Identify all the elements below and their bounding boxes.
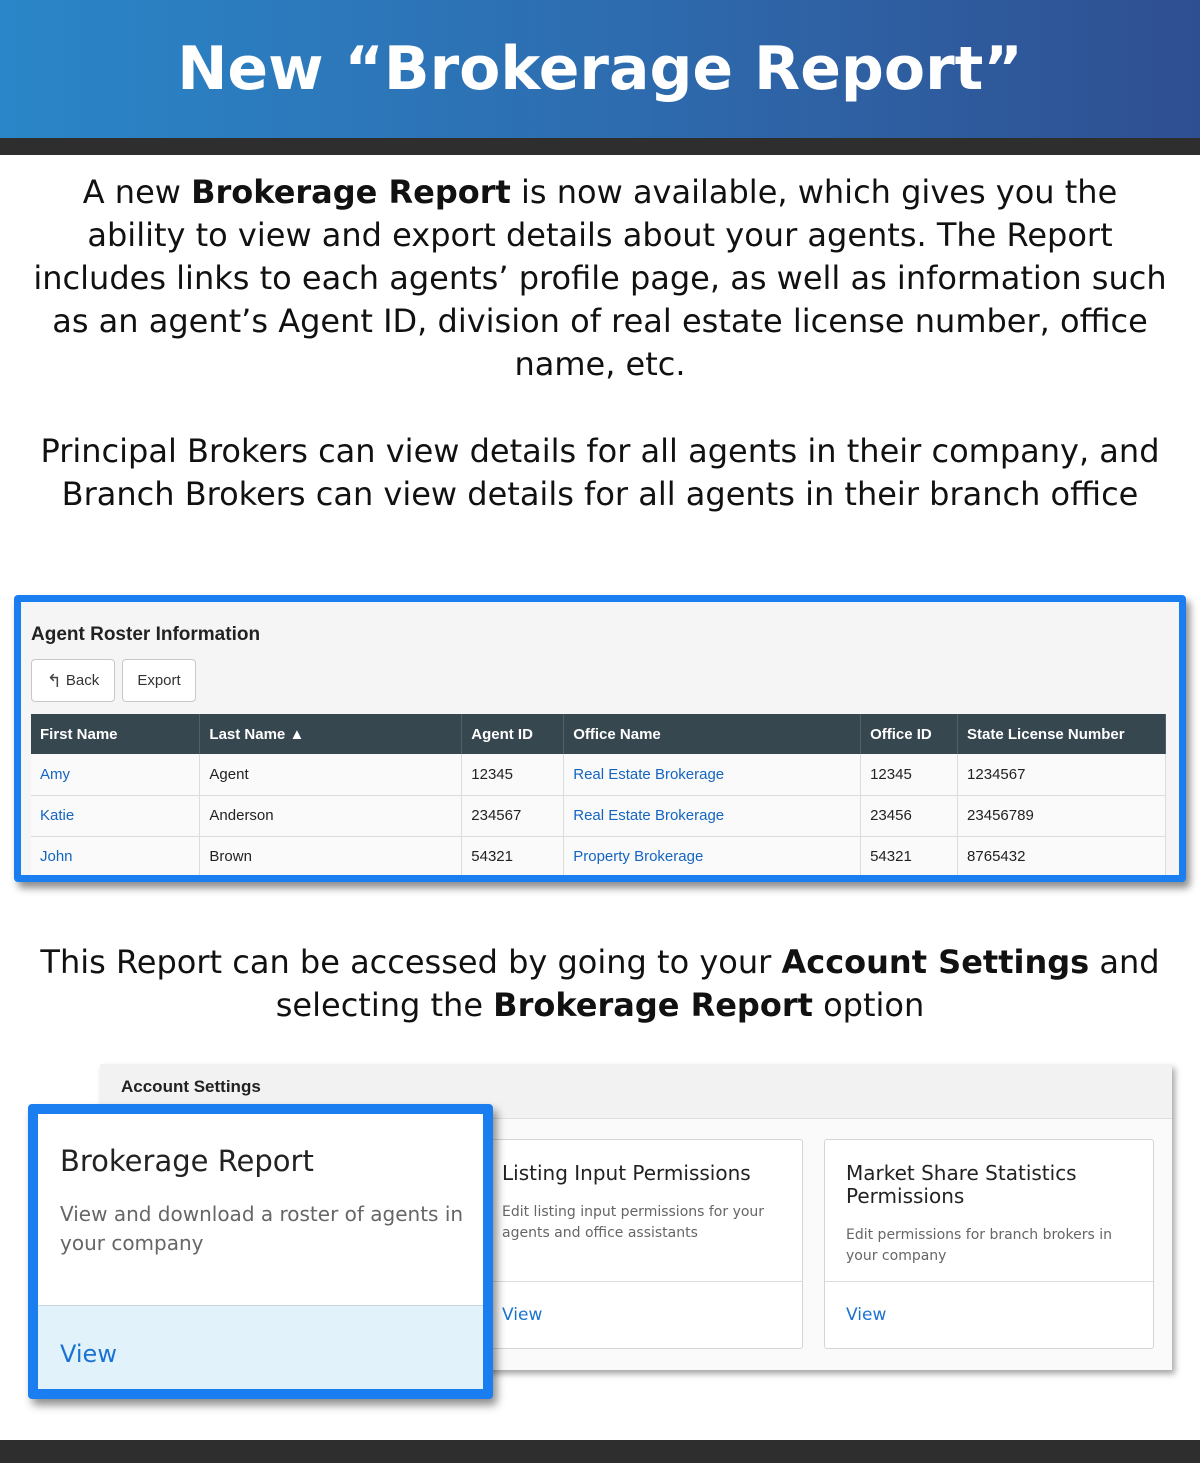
- column-header-office-id[interactable]: Office ID: [861, 714, 958, 754]
- intro-paragraph: A new Brokerage Report is now available, which gives you the ability to view and export details about your agents. The Report includes links to each agents’ profile page, as well as information such as an agent’s Agent ID, division of real estate license number, office name, etc.: [33, 173, 1167, 383]
- card-description: View and download a roster of agents in your company: [60, 1202, 464, 1255]
- listing-input-permissions-card: [480, 1139, 803, 1349]
- office-id-cell: 12345: [861, 754, 958, 795]
- office-name-link[interactable]: Real Estate Brokerage: [564, 754, 861, 795]
- export-button-label: Export: [137, 672, 181, 689]
- card-description: Edit listing input permissions for your agents and office assistants: [502, 1204, 765, 1241]
- agent-roster-table: [31, 714, 1166, 878]
- table-row: [31, 795, 1166, 836]
- table-header-row: [31, 714, 1166, 754]
- table-row: [31, 754, 1166, 795]
- view-link[interactable]: View: [502, 1305, 543, 1325]
- office-name-link[interactable]: Property Brokerage: [564, 836, 861, 877]
- column-header-last-name[interactable]: Last Name ▲: [200, 714, 462, 754]
- license-number-cell: 23456789: [958, 795, 1166, 836]
- column-header-agent-id[interactable]: Agent ID: [462, 714, 564, 754]
- card-title: Listing Input Permissions: [502, 1161, 751, 1185]
- first-name-link[interactable]: Katie: [31, 795, 200, 836]
- license-number-cell: 8765432: [958, 836, 1166, 877]
- card-title: Market Share Statistics Permissions: [846, 1161, 1077, 1208]
- agent-id-cell: 234567: [462, 795, 564, 836]
- license-number-cell: 1234567: [958, 754, 1166, 795]
- access-note-paragraph: Principal Brokers can view details for all agents in their company, and Branch Brokers can view details for all agents in their branch office: [40, 432, 1160, 513]
- view-link[interactable]: View: [60, 1340, 117, 1368]
- last-name-cell: Agent: [200, 754, 462, 795]
- agent-roster-panel: [14, 595, 1186, 882]
- card-title: Brokerage Report: [60, 1144, 314, 1178]
- column-header-state-license-number[interactable]: State License Number: [958, 714, 1166, 754]
- agent-id-cell: 12345: [462, 754, 564, 795]
- office-name-link[interactable]: Real Estate Brokerage: [564, 795, 861, 836]
- instructions-paragraph: This Report can be accessed by going to your Account Settings and selecting the Brokerage Report option: [40, 943, 1160, 1024]
- office-id-cell: 23456: [861, 795, 958, 836]
- header-divider: [0, 138, 1200, 155]
- card-description: Edit permissions for branch brokers in your company: [846, 1227, 1112, 1264]
- footer-bar: [0, 1440, 1200, 1463]
- back-button-label: Back: [65, 672, 100, 689]
- card-divider: [481, 1281, 802, 1282]
- card-footer: [38, 1305, 483, 1389]
- office-id-cell: 54321: [861, 836, 958, 877]
- account-settings-title: Account Settings: [121, 1077, 261, 1096]
- column-header-first-name[interactable]: First Name: [31, 714, 200, 754]
- roster-title: Agent Roster Information: [31, 624, 261, 645]
- first-name-link[interactable]: Amy: [31, 754, 200, 795]
- back-button[interactable]: [31, 659, 115, 702]
- first-name-link[interactable]: John: [31, 836, 200, 877]
- card-divider: [825, 1281, 1153, 1282]
- market-share-permissions-card: [824, 1139, 1154, 1349]
- undo-arrow-icon: ↰: [46, 670, 62, 691]
- table-row: [31, 836, 1166, 877]
- last-name-cell: Brown: [200, 836, 462, 877]
- header-banner: [0, 0, 1200, 138]
- agent-id-cell: 54321: [462, 836, 564, 877]
- view-link[interactable]: View: [846, 1305, 887, 1325]
- last-name-cell: Anderson: [200, 795, 462, 836]
- export-button[interactable]: [122, 659, 196, 702]
- brokerage-report-card[interactable]: [28, 1104, 493, 1399]
- page-title: New “Brokerage Report”: [177, 34, 1023, 104]
- column-header-office-name[interactable]: Office Name: [564, 714, 861, 754]
